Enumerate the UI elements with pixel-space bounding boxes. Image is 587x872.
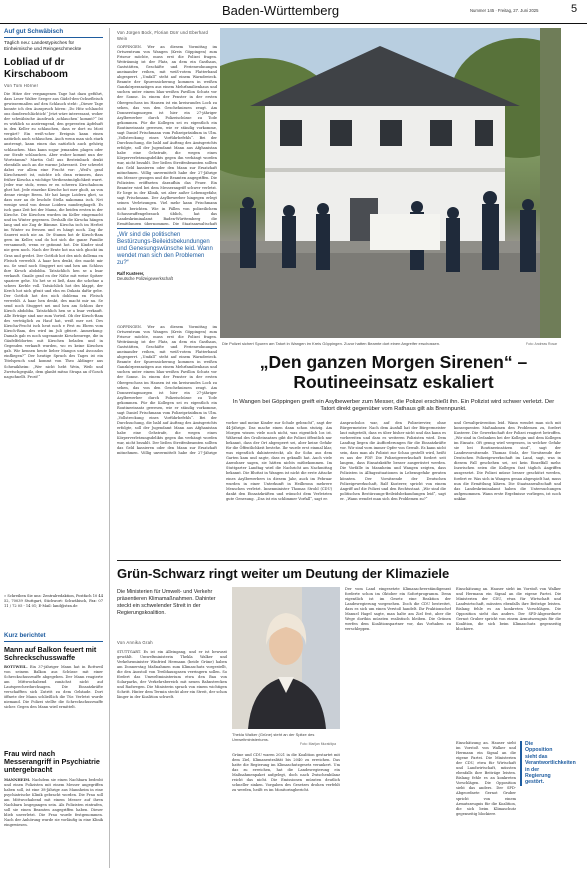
story-col-1b: GÖPPINGEN. Wer an diesem Vormittag im Ortszentrum von Wangen (Kreis Göppingen) zum Friseur möchte, muss erst die Polizei fragen. Weiträumig ist der Platz, an dem ein Gasthaus, Gaststätten, Geschäfte und Ferienwohnungen aneinander reihen, mit weiß-rotem Flatterband abgesperrt. „Umfall“ steht auf einem Warndreieck. Beamte der Spurensicherung kommen in weißen Ganzkörperanzügen aus einem Mehrfamilienhaus und suchen unter einem blau-weißen Pavillon Schutz vor der Sonne. In einem der Fenster in der ersten Obergeschoss im Hausen ist ein kreisrundes Loch zu sehen, das von den Geschehnissen zeugt. Am Donnerstagmorgen ist hier ein 27-jähriger Asylbewerber durch Polizeischüsse zu Tode gekommen. Für die Kollegen sei es eigentlich ein Routineeinsatz gewesen, wie er ständig vorkomme, sagt Daniel Frischmann vom Polizeipräsidium in Ulm. „Vollstreckung eines Vorführbefehls“. Bei der Durchsuchung, die bald auf Auftrag des Amtsgerichts erfolgte, soll der Jugendamt Mann aus Afghanistan habe eine Gehstrafe, die wegen eines Körperverletzungsdelikts gegen ihn verhängt worden war, nicht bezahlt. Der ließen Streifenbeamten sollten das Geld kassieren oder den Mann zur Ersatzhaft mitnehmen. Völlig unvermittelt habe der 27-Jährige — [117, 325, 217, 455]
story-col-3: Anspruchslos war, auf den Polizeirevier, ohne Bürgermeister. Nach dem Ausfall hat der Bürgermeister laut mitgeteilt, dass es über bisher nicht und das kann es vorbereiten und dass es weiteren Polizisten wird. Dem Landtag liegen die Aufforderungen für die Einsatzkräfte vor. Wir sind vorn immer Opfer von Gewalt. Es kann nicht sein, dass man als Polizist zur Schau gestellt wird, heißt es aus der FDP. Die Polizeigewerkschaft fordert seit langem, dass Einsatzkräfte besser ausgerüstet werden. Die Vorfälle in Mannheim und Wangen zeigten, dass Polizisten in Alltagssituationen in Lebensgefahr geraten könnten. Der Vorsitzende der Deutschen Polizeigewerkschaft, Ralf Kusterer, spricht von einem Angriff auf die Polizei und den Rechtsstaat. „Wir sind die politischen Bestürzungs-Beileidsbekundungen leid“, sagt er. „Wann wendet man sich den Problemen zu?“ — [340, 421, 446, 501]
section-rule — [117, 560, 561, 561]
brief-title: Mann auf Balkon feuert mit Schreckschusswaffe — [4, 645, 97, 662]
climate-col-4: Einschätzung an. Hauser sieht im Vorstoß von Walker und Hermann ein Signal an die eigene Partei. Die Ministerien der CDU, etwa für Wirtschaft und Landwirtschaft, müssten ebenfalls ihre Beiträge leisten. Bislang fehle es an konkreten Vorschlägen. Die Opposition sieht das anders. Der SPD-Abgeordnete Gernot Gruber spricht von einem Armutszeugnis für die Koalition, die sich beim Klimaschutz gegenseitig blockiere. — [456, 587, 561, 632]
climate-headline: Grün-Schwarz ringt weiter um Deutung der Klimaziele — [117, 566, 450, 581]
climate-teaser: Die Ministerien für Umwelt- und Verkehr präsentieren Klimamaßnahmen. Dahinter steckt ein schwelender Streit in der Regierungskoalition. — [117, 589, 216, 616]
issue-info: Nummer 145 · Freitag, 27. Juni 2025 — [470, 8, 539, 13]
contact-note: » Schreiben Sie uns: Zentralredaktion, Postfach 10 44 52, 70039 Stuttgart, Stichwort: Schwäbisch, Fax: 07 11 / 72 05 - 14 01; E-Mail: land@stzn.de — [4, 594, 103, 609]
photo-credit: Foto: Andreas Rosar — [526, 342, 558, 346]
story-byline: Von Jürgen Bock, Florian Dürr und Eberhard Wein — [117, 30, 209, 41]
climate-photo-credit: Foto: Marijan Murat/dpa — [300, 742, 336, 746]
story-col-1a: GÖPPINGEN. Wer an diesem Vormittag im Ortszentrum von Wangen (Kreis Göppingen) zum Friseur möchte, muss erst die Polizei fragen. Weiträumig ist der Platz, an dem ein Gasthaus, Gaststätten, Geschäfte und Ferienwohnungen aneinander reihen, mit weiß-rotem Flatterband abgesperrt. „Umfall“ steht auf einem Warndreieck. Beamte der Spurensicherung kommen in weißen Ganzkörperanzügen aus einem Mehrfamilienhaus und suchen unter einem blau-weißen Pavillon Schutz vor der Sonne. In einem der Fenster in der ersten Obergeschoss im Hausen ist ein kreisrundes Loch zu sehen, das von den Geschehnissen zeugt. Am Donnerstagmorgen ist hier ein 27-jähriger Asylbewerber durch Polizeischüsse zu Tode gekommen. Für die Kollegen sei es eigentlich ein Routineeinsatz gewesen, wie er ständig vorkomme, sagt Daniel Frischmann vom Polizeipräsidium in Ulm. „Vollstreckung eines Vorführbefehls“. Bei der Durchsuchung, die bald auf Auftrag des Amtsgerichts erfolgte, soll der Jugendamt Mann aus Afghanistan habe eine Gehstrafe, die wegen eines Körperverletzungsdelikts gegen ihn verhängt worden war, nicht bezahlt. Der ließen Streifenbeamten sollten das Geld kassieren oder den Mann zur Ersatzhaft mitnehmen. Völlig unvermittelt habe der 27-Jährige ein Messer gezogen und die Beamten angegriffen. Die Polizisten eröffneten daraufhin das Feuer. Ein Beamter wird bei dem Messerangriff schwer verletzt. Er liege in der Klinik, sei aber außer Lebensgefahr, sagt Frischmann. Der Asylbewerber hingegen erlegt seinen Verletzungen. Viel mehr kann Frischmann nicht berichten. Wie in Fällen von polizeilichem Schusswaffengebrauch üblich, hat das Landeskriminalamt Baden-Württemberg die Ermittlungen übernommen. Die Staatsanwaltschaft — [117, 45, 217, 225]
main-subhead: In Wangen bei Göppingen greift ein Asylbewerber zum Messer, die Polizei erschießt ihn. Ein Polizist wird schwer verletzt. Der Tatort direkt gegenüber vom Rathaus gilt als Brennpunkt. — [232, 399, 555, 413]
kurz-kicker: Kurz berichtet — [4, 632, 46, 639]
news-photo — [220, 28, 561, 338]
climate-author: Von Annika Grah — [117, 640, 153, 645]
climate-photo-caption: Thekla Walker (Grüne) steht an der Spitze des Umweltministeriums. — [232, 732, 315, 742]
climate-side-quote — [520, 741, 576, 786]
climate-photo — [232, 587, 340, 729]
portrait-scene — [232, 587, 340, 729]
climate-col-2: Grüne und CDU waren 2021 in die Koalition gestartet mit dem Ziel, Klimaneutralität bis 2040 zu erreichen. Das hatte die Regierung im Klimaschutzgesetz verankert. Um das zu erreichen, hat die Landesregierung ein Maßnahmenpaket aufgelegt, doch nach Zwischenbilanz reicht das nicht. Die Emissionen müssten deutlich schneller sinken. Vorgaben des Gesetzes drohen verfehlt zu werden, heißt es im Monitoringbericht. — [232, 753, 340, 793]
brief-body — [4, 778, 103, 866]
brief-text: Ein 37-jähriger Mann hat in Rottweil von seinem Balkon aus Schüsse mit einer Schreckschusswaffe abgegeben. Der Mann reagierte am Mittwochabend zunächst nicht auf Lautsprecherdurchsagen. Die Einsatzkräfte verschafften sich Zutritt zu dem Gebäude. Dort öffnete der Mann schließlich die Tür. Verletzt wurde niemand. Die Polizei stellte die Schreckschusswaffe sicher. Gegen den Mann wird ermittelt. — [4, 665, 103, 710]
quote-role: Deutsche Polizeigewerkschaft — [117, 276, 173, 282]
story-col-2: vorher und meine Kinder zur Schule gebracht“, sagt der 44-Jährige. Das mache einen dann schon stutzig. Am Morgen wissen viele noch nicht, was eigentlich los ist. Während des Großeinsatzes gibt die Polizei öffentlich nur bekannt, dass der Ort abgesperrt sei, aber keine Gefahr für die Öffentlichkeit bestehe. Ihr wurde erst einmal klar, was eigentlich dahintersteckt, als ihr Sohn aus dem Garten kam und sagte, dass es geknallt hat. Auch viele Anwohner sagen, sie hätten nichts mitbekommen. Im Stuttgarter Landtag wird die Nachricht am Nachmittag bekannt. Die Bluttat in Wangen ist nicht die erste Attacke eines Asylbewerbers in diesem Jahr, auch im Februar wurden in einer Unterkunft in Heilbronn mehrere Menschen verletzt. Innenminister Thomas Strobl (CDU) dankt den Einsatzkräften und wünscht dem Verletzten gute Genesung. „Das ist ein schlimmer Vorfall“, sagt er. — [226, 421, 332, 501]
side-quote-text: Die Opposition sieht das Verantwortlichkeiten in der Regierung gestört. — [525, 741, 576, 786]
main-headline: „Den ganzen Morgen Sirenen“ – Routineeinsatz eskaliert — [259, 352, 528, 392]
pull-quote — [117, 228, 217, 281]
photo-scene — [220, 28, 561, 338]
column-intro: Täglich neu: Landestypisches für Einheimische und Reingeschmeckte — [4, 41, 82, 52]
kurz-rule — [4, 641, 103, 642]
column-title: Lobliad uf dr Kirschaboom — [4, 57, 68, 80]
brief-dateline: MANNHEIM. — [4, 778, 31, 782]
brief-dateline: ROTTWEIL. — [4, 665, 28, 669]
brief-body — [4, 665, 103, 744]
quote-author: Ralf Kusterer, — [117, 271, 145, 277]
climate-col-3: Der vom Land eingesetzte Klimasachverständigenrat forderte schon im Oktober ein Sofortprogramm. Denn eigentlich ist im Gesetz eine Reaktion der Landesregierung vorgesehen. Doch die CDU bestreitet, dass es sich um einen Verstoß handelt. Ihr Fraktionschef Manuel Hagel sagte, man halte am Ziel fest, aber die Wege dorthin müssten realistisch bleiben. Die Grünen werfen dem Koalitionspartner vor, das Vorhaben zu verschleppen. — [345, 587, 451, 632]
section-title: Baden-Württemberg — [222, 3, 340, 18]
brief-text: Nachdem sie einen Nachbarn bedroht und einen Polizisten mit einem Messer angegriffen haben soll, ist eine 38-Jährige aus Mannheim in eine psychiatrische Klinik gebracht worden. Die Frau soll am Mittwochabend mit einem Messer auf ihren Nachbarn losgegangen sein. Als Polizisten eintrafen, soll sie einen Beamten angegriffen haben. Dieser blieb unverletzt. Die Frau wurde festgenommen. Nach der Anhörung wurde sie vorläufig in eine Klinik eingewiesen. — [4, 778, 103, 828]
section-kicker: Auf gut Schwäbisch — [4, 28, 64, 35]
column-body: Die Hitze der vergangenen Tage hat dazu geführt, dass Leser Walter Seeger aus Gädel-den-Ochsefleisch gewissermaßen auf den Schlauch steht: „Dieser Tage konnte ich den Ausspruch hören: ‚Do Hitz schlaucht ons donderschlächtich!‘ Jetzt wäre interessant, woher der schwäbische Ausdruck ‚schlauchen‘ kommt?“ Ist es wirklich so anstrengend, den gepressten Apfelsaft in den Keller zu schlauchen, dass er dort zu Most vergärt? Ein weiß-scher Ereignis kann einen natürlich auch schlauchen. Auch wenn man sich stark anstrengt, kann einen das natürlich auch gehörig schlauchen. Man kann sogar jemanden plagen oder zur Strafe schlauchen. Aber woher kommt nun der Wortstamm? Martin Goll aus Besteinbach denkt ebenfalls auch an die warme Jahreszeit. Der schwebt dabei vor allem eine Frucht vor: „Weil's grad Kirschenzeit ist, möchte ich dran erinnern, dass früher Kirscha a wichtige Verdienstmöglichkeit warrt. Jeder war stolz, wenn er en schwera Kirschaboom ghet hot. Jede einzelne Kirsche hot mer gholt, au von denne riesige Beem. Mr hat lange Loidera ghet, so dass mer au de leschde Stella nakomma isch. Net wenige send von denne Loidera nunderghagelt. Es isch ganz Zeit bei der Mama, die beiden ersten in der Kirsche. Die Kirschen wurden im Keller eingemacht und im Winter gegessen. Deshalb die Kirscha hängen lang und nie Zug dr Bämme. Kirscha isch im Herbst im Winter zu fressen und es hängt noch. Zug ihr Sauerei mich nie an. Dr Stamm hot dr Kirsch-Bam gern im Keller, und do hot sich die ganze Familie versammelt, wenn er gstimmt hot. Die Kinder sind nie gern noch. Nach der Ernte hot ma sich ghockt im Gras und gredet. Der Gottlob hot des nich dollema en Fleisch verwehlt. A haar hen denkt, des macht mir nu. Se send noch Stuggert nei und hen am Schloss ihre Kirsch abdobba. Tatsächlich hen se a bsar verkauft. Gnaile grad en der Nähe mit weise Spitzer spaziere gehe. No het se ei ließ, dass die schehne a schees Kerble voll. Tatsächlich hot des klappt, der Kerch hot nich gfrait und ehn en Dukata dafür gebe. Der Gottlob hot des nich dohlema en Fleisch verwehlt. A haar hen denkt, des macht mir nu. Se send noch Stuggert nei und hen am Schloss ihre Kirsch abdobba. Tatsächlich hen se a bsar verkauft. Alle Erträge sind nur zum Vorteil. Ob der Kirsch-Bam des verträglich zu Hauf hat, weiß mer net. Des Kirscha-Fescht isch heut noch e Fest zu Ehren vom Kirsch-Bam, des wird im Juli gfeiert. Anmerkung: Damals gab es noch sogenannte Kirschenwege, die in Gäufelfeldorten mit Kirschen beladen und in Gegenden verkauft wurden, wo es keine Kirschen gab. Wir kennen heute lieber Mangos und Avocados einfliegen?“ Der heutige Spruch des Tages ist ein Titelspruch und kommt von Theo Aldinger aus Schwaikheim: „Wer nicht hebt Wein, Weib und Zwetschgegsälz, dem glanbt mitno Strapa an d'Gosch nagschnellt. Prost!“ — [4, 92, 103, 379]
column-author: Von Tom Hörner — [4, 83, 39, 88]
page-number: 5 — [571, 3, 578, 15]
photo-caption: Die Polizei sichert Spuren am Tatort in Wangen im Kreis Göppingen. Zuvor hatten Beamte dort einen Angreifer erschossen. — [222, 341, 441, 346]
kicker-rule — [4, 37, 103, 38]
left-column — [4, 28, 103, 868]
header-rule — [0, 23, 587, 24]
story-col-4: und Gewaltprävention leid. Wann wendet man sich mit konsequenten Maßnahmen den Problemen zu, fordert Kusterer. Die Gewerkschaft der Polizei reagiert betroffen. „Wir sind in Gedanken bei der Kollegin und dem Kollegen im Einsatz. Oft genug wird vergessen, in welcher Gefahr sie bei Routineeinsätzen sind“, sagt der Landesvorsitzende. Thomas Stolz, der Vorsitzende der Deutschen Polizeigewerkschaft im Land, sagt, was in diesem Fall geschehen sei, sei kein Einzelfall mehr. Inzwischen seien die Kollegen fast täglich Angriffen ausgesetzt. Die Polizei müsse besser geschützt werden, fordert er. Was sich in Wangen genau abgespielt hat, muss nun die Ermittlung klären. Die Staatsanwaltschaft und das Landeskriminalamt haben die Untersuchungen aufgenommen. Wann erste Ergebnisse vorliegen, ist noch unklar. — [454, 421, 561, 501]
column-divider — [109, 28, 110, 868]
quote-text: „Wir sind die politischen Bestürzungs-Beileidsbekundungen und Genesungswünsche leid. Wann wendet man sich den Problemen zu?“ — [117, 232, 213, 267]
brief-title: Frau wird nach Messerangriff in Psychiatrie untergebracht — [4, 749, 100, 774]
climate-col-1: STUTTGART. Es ist ein Alleingang, und er ist bewusst gewählt. Umweltministerin Thekla Walker und Verkehrsminister Winfried Hermann (beide Grüne) haben am Donnerstag Maßnahmen zum Klimaschutz vorgestellt, die den Ausstoß von Treibhausgasen verringern sollen. So fördert das Umweltministerium etwa den Bau von Solarparks, der Verkehrsbereich mit neuen Bahnstrecken und Radwegen. Die Ministerin sprach von einem wichtigen Schritt. Hinter dem Termin steckt aber ein Streit, der schon länger in der Koalition schwelt. — [117, 650, 227, 700]
climate-col-4b: Einschätzung an. Hauser sieht im Vorstoß von Walker und Hermann ein Signal an die eigene Partei. Die Ministerien der CDU, etwa für Wirtschaft und Landwirtschaft, müssten ebenfalls ihre Beiträge leisten. Bislang fehle es an konkreten Vorschlägen. Die Opposition sieht das anders. Der SPD-Abgeordnete Gernot Gruber spricht von einem Armutszeugnis für die Koalition, die sich beim Klimaschutz gegenseitig blockiere. — [456, 741, 516, 816]
